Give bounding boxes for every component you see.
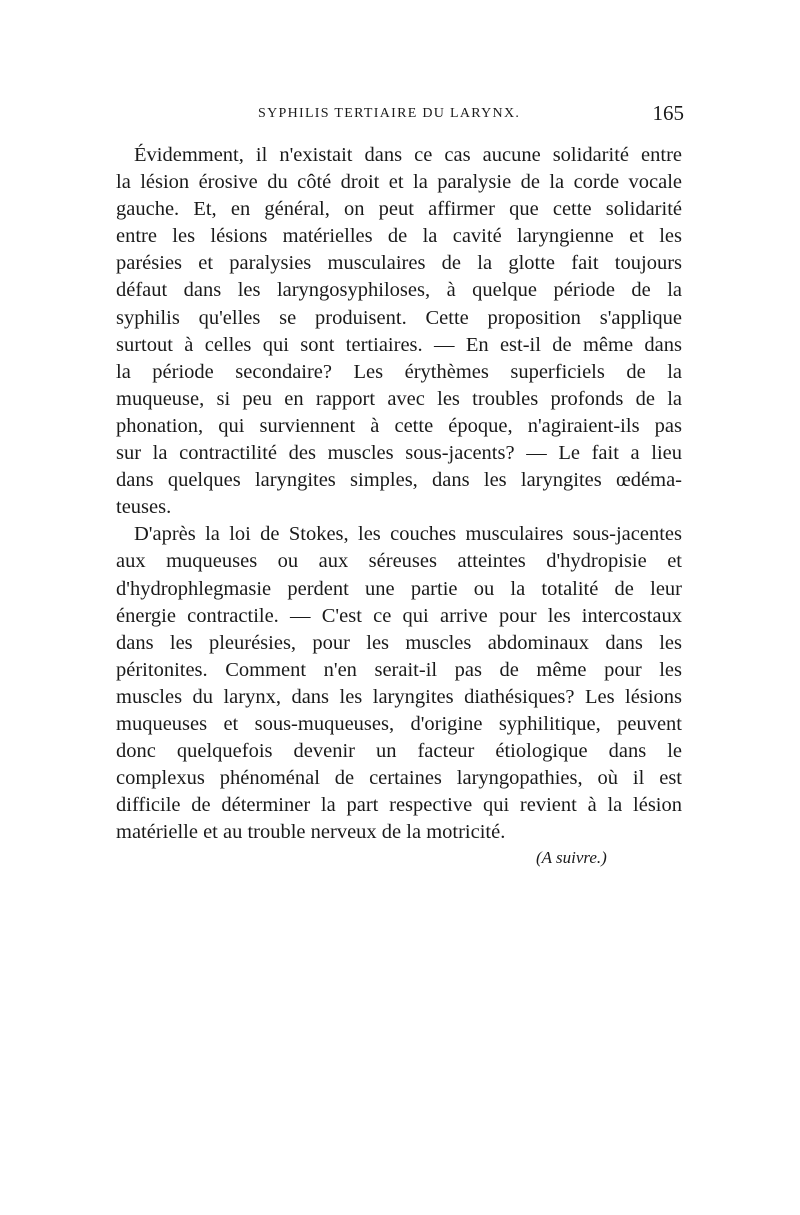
text-line: aux muqueuses ou aux séreuses atteintes d'hydropisie et [116,550,682,573]
text-line: teuses. [116,496,172,519]
text-line: D'après la loi de Stokes, les couches musculaires sous-jacentes [134,523,682,546]
text-line: matérielle et au trouble nerveux de la motricité. [116,821,506,844]
text-line: sur la contractilité des muscles sous-jacents? — Le fait a lieu [116,442,682,465]
body-text [116,142,682,846]
text-line: complexus phénoménal de certaines laryngopathies, où il est [116,767,682,790]
text-line: Évidemment, il n'existait dans ce cas aucune solidarité entre [134,144,682,166]
text-line: péritonites. Comment n'en serait-il pas de même pour les [116,658,682,681]
text-line: muqueuses et sous-muqueuses, d'origine syphilitique, peuvent [116,712,682,735]
running-title: SYPHILIS TERTIAIRE DU LARYNX. [258,106,521,121]
text-line: muqueuse, si peu en rapport avec les troubles profonds de la [116,387,682,410]
text-line: donc quelquefois devenir un facteur étiologique dans le [116,740,682,763]
continuation-note: (A suivre.) [536,848,607,867]
text-line: dans quelques laryngites simples, dans les laryngites œdéma- [116,469,682,492]
text-line: entre les lésions matérielles de la cavité laryngienne et les [116,225,682,248]
text-line: phonation, qui surviennent à cette époque, n'agiraient-ils pas [116,414,682,437]
text-line: syphilis qu'elles se produisent. Cette proposition s'applique [116,306,682,329]
text-line: la période secondaire? Les érythèmes superficiels de la [116,360,682,383]
paragraph [116,142,682,521]
text-line: d'hydrophlegmasie perdent une partie ou la totalité de leur [116,577,682,600]
text-line: dans les pleurésies, pour les muscles abdominaux dans les [116,631,682,654]
running-head [116,101,684,128]
text-line: parésies et paralysies musculaires de la glotte fait toujours [116,252,682,275]
paragraph [116,521,682,846]
text-line: gauche. Et, en général, on peut affirmer que cette solidarité [116,198,682,221]
text-line: difficile de déterminer la part respective qui revient à la lésion [116,794,682,817]
text-line: surtout à celles qui sont tertiaires. — En est-il de même dans [116,333,682,356]
text-line: défaut dans les laryngosyphiloses, à quelque période de la [116,279,682,302]
text-line: énergie contractile. — C'est ce qui arrive pour les intercostaux [116,604,682,627]
text-line: la lésion érosive du côté droit et la paralysie de la corde vocale [116,171,682,194]
page-number: 165 [652,101,684,125]
text-line: muscles du larynx, dans les laryngites diathésiques? Les lésions [116,685,682,708]
